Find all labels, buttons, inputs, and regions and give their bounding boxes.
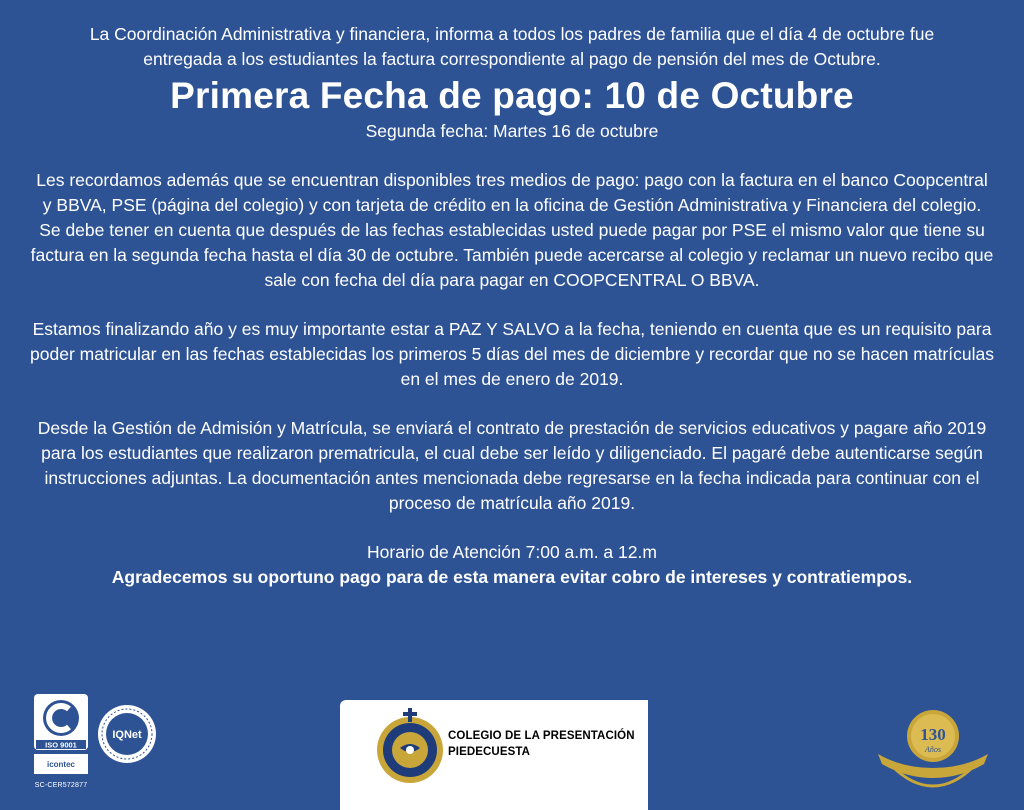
icontec-label: icontec	[46, 760, 76, 769]
first-payment-date: Primera Fecha de pago: 10 de Octubre	[170, 75, 854, 116]
school-name	[448, 728, 638, 760]
payment-methods-paragraph: Les recordamos además que se encuentran disponibles tres medios de pago: pago con la factura en el banco Coopcentral y BBVA, PSE (página del colegio) y con tarjeta de crédito en la oficina de Gestión Administrativa y Financiera del colegio.	[36, 170, 988, 215]
contract-paragraph: Desde la Gestión de Admisión y Matrícula, se enviará el contrato de prestación de servicios educativos y pagare año 2019 para los estudiantes que realizaron prematricula, el cual debe ser leído y diligenciado. El pagaré debe autenticarse según instrucciones adjuntas. La documentación antes mencionada debe regresarse en la fecha indicada para continuar con el proceso de matrícula año 2019.	[37, 418, 987, 513]
iqnet-label: IQNet	[112, 729, 142, 741]
anniversary-emblem	[872, 706, 994, 798]
thanks-message: Agradecemos su oportuno pago para de esta manera evitar cobro de intereses y contratiempos.	[111, 567, 913, 587]
anniversary-number: 130	[920, 725, 946, 744]
school-crest-icon	[370, 706, 450, 786]
paz-y-salvo-paragraph: Estamos finalizando año y es muy importante estar a PAZ Y SALVO a la fecha, teniendo en cuenta que es un requisito para poder matricular en las fechas establecidas los primeros 5 días del mes de diciembre y recordar que no se hacen matrículas en el mes de enero de 2019.	[30, 319, 994, 389]
intro-paragraph: La Coordinación Administrativa y financiera, informa a todos los padres de familia que el día 4 de octubre fue entregada a los estudiantes la factura correspondiente al pago de pensión del mes de Octubre.	[89, 24, 935, 69]
after-dates-paragraph: Se debe tener en cuenta que después de las fechas establecidas usted puede pagar por PSE el mismo valor que tiene su factura en la segunda fecha hasta el día 30 de octubre. También puede acercarse al colegio y reclamar un nuevo recibo que sale con fecha del día para pagar en COOPCENTRAL O BBVA.	[30, 220, 994, 290]
iqnet-certification-logo	[96, 703, 158, 765]
announcement	[30, 22, 994, 590]
iso-9001-certification-logo	[28, 692, 94, 796]
certificate-code: SC-CER572877	[34, 782, 88, 789]
iso-icon	[28, 692, 94, 780]
anniversary-laurel-icon	[872, 706, 994, 798]
iso-label: ISO 9001	[45, 740, 77, 750]
office-hours: Horario de Atención 7:00 a.m. a 12.m	[367, 542, 657, 562]
iqnet-icon	[96, 703, 158, 765]
second-payment-date: Segunda fecha: Martes 16 de octubre	[365, 121, 659, 141]
school-logo-banner	[340, 700, 648, 810]
anniversary-word: Años	[925, 745, 941, 754]
school-name-line2: PIEDECUESTA	[448, 746, 531, 758]
school-name-line1: COLEGIO DE LA PRESENTACIÓN	[448, 730, 635, 742]
